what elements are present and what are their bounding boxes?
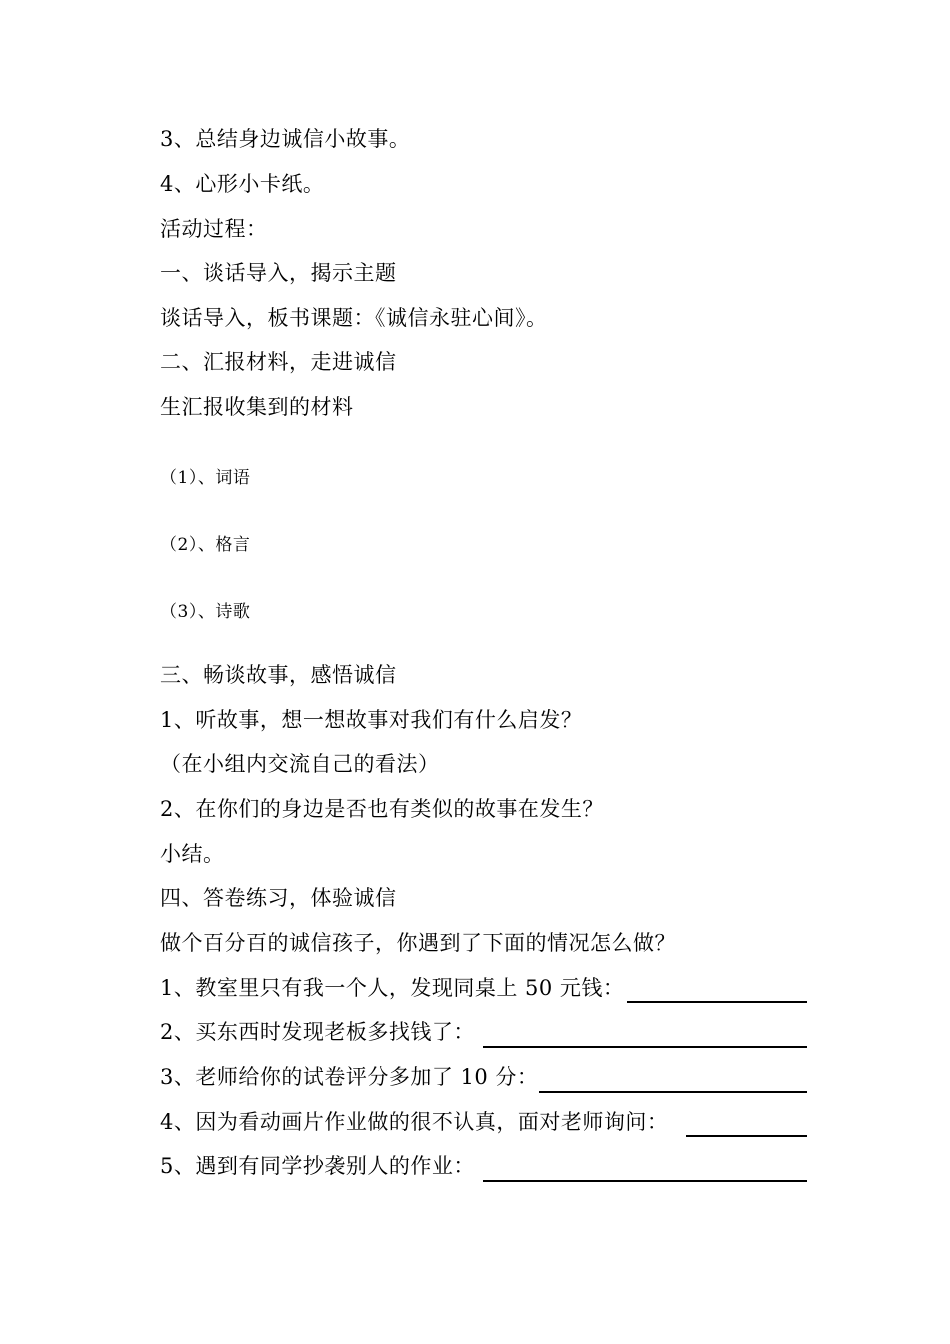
report-item-3: （3）、诗歌 [160, 602, 251, 622]
report-item-2: （2）、格言 [160, 535, 251, 555]
section-1-text: 谈话导入，板书课题：《诚信永驻心间》。 [160, 306, 548, 330]
material-item-3: 3、总结身边诚信小故事。 [160, 127, 411, 151]
answer-blank-1[interactable] [627, 1001, 807, 1003]
answer-blank-5[interactable] [483, 1180, 807, 1182]
question-3: 3、老师给你的试卷评分多加了 10 分： [160, 1065, 539, 1089]
question-2: 2、买东西时发现老板多找钱了： [160, 1020, 475, 1044]
section-3-item-2: 2、在你们的身边是否也有类似的故事在发生？ [160, 797, 604, 821]
question-5: 5、遇到有同学抄袭别人的作业： [160, 1154, 475, 1178]
section-3-summary: 小结。 [160, 842, 225, 866]
section-2-heading: 二、汇报材料，走进诚信 [160, 350, 397, 374]
material-item-4: 4、心形小卡纸。 [160, 172, 325, 196]
report-item-1: （1）、词语 [160, 468, 251, 488]
section-3-note: （在小组内交流自己的看法） [160, 752, 440, 776]
process-heading: 活动过程： [160, 217, 268, 241]
section-4-intro: 做个百分百的诚信孩子，你遇到了下面的情况怎么做？ [160, 931, 676, 955]
question-4: 4、因为看动画片作业做的很不认真，面对老师询问： [160, 1110, 669, 1134]
answer-blank-2[interactable] [483, 1046, 807, 1048]
section-3-item-1: 1、听故事，想一想故事对我们有什么启发？ [160, 708, 583, 732]
section-2-text: 生汇报收集到的材料 [160, 395, 354, 419]
section-3-heading: 三、畅谈故事，感悟诚信 [160, 663, 397, 687]
section-4-heading: 四、答卷练习，体验诚信 [160, 886, 397, 910]
section-1-heading: 一、谈话导入，揭示主题 [160, 261, 397, 285]
answer-blank-3[interactable] [539, 1091, 807, 1093]
answer-blank-4[interactable] [686, 1135, 807, 1137]
question-1: 1、教室里只有我一个人，发现同桌上 50 元钱： [160, 976, 625, 1000]
